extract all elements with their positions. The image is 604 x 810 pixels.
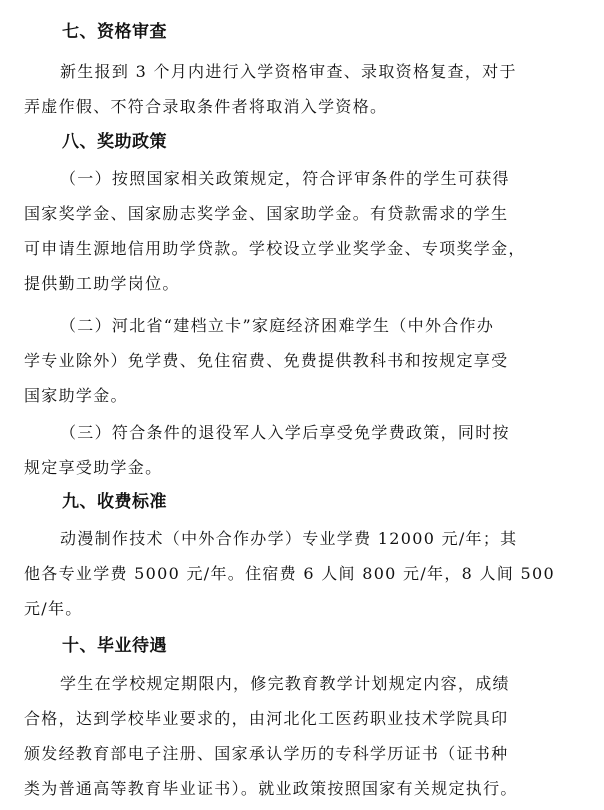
paragraph-line: 提供勤工助学岗位。 bbox=[24, 274, 180, 293]
paragraph-line: 国家奖学金、国家励志奖学金、国家助学金。有贷款需求的学生 bbox=[24, 204, 509, 223]
paragraph-line: 元/年。 bbox=[24, 599, 83, 618]
paragraph-line: 国家助学金。 bbox=[24, 386, 128, 405]
paragraph-line: （三）符合条件的退役军人入学后享受免学费政策，同时按 bbox=[60, 423, 510, 442]
section-heading-fee-standards: 九、收费标准 bbox=[62, 492, 167, 512]
paragraph-line: 弄虚作假、不符合录取条件者将取消入学资格。 bbox=[24, 97, 388, 116]
section-heading-graduation: 十、毕业待遇 bbox=[62, 636, 167, 656]
paragraph-line: （一）按照国家相关政策规定，符合评审条件的学生可获得 bbox=[60, 169, 510, 188]
section-heading-financial-aid: 八、奖助政策 bbox=[62, 132, 167, 152]
paragraph-line: 他各专业学费 5000 元/年。住宿费 6 人间 800 元/年，8 人间 500 bbox=[24, 564, 555, 583]
paragraph-line: 可申请生源地信用助学贷款。学校设立学业奖学金、专项奖学金， bbox=[24, 239, 526, 258]
paragraph-line: 动漫制作技术（中外合作办学）专业学费 12000 元/年；其 bbox=[60, 529, 518, 548]
paragraph-line: （二）河北省“建档立卡”家庭经济困难学生（中外合作办 bbox=[60, 316, 495, 335]
paragraph-line: 合格，达到学校毕业要求的，由河北化工医药职业技术学院具印 bbox=[24, 709, 509, 728]
paragraph-line: 新生报到 3 个月内进行入学资格审查、录取资格复查，对于 bbox=[60, 62, 517, 81]
paragraph-line: 学专业除外）免学费、免住宿费、免费提供教科书和按规定享受 bbox=[24, 351, 509, 370]
paragraph-line: 颁发经教育部电子注册、国家承认学历的专科学历证书（证书种 bbox=[24, 744, 509, 763]
paragraph-line: 学生在学校规定期限内，修完教育教学计划规定内容，成绩 bbox=[60, 674, 510, 693]
paragraph-line: 类为普通高等教育毕业证书）。就业政策按照国家有关规定执行。 bbox=[24, 779, 518, 798]
section-heading-qualification-review: 七、资格审查 bbox=[62, 22, 167, 42]
paragraph-line: 规定享受助学金。 bbox=[24, 458, 163, 477]
